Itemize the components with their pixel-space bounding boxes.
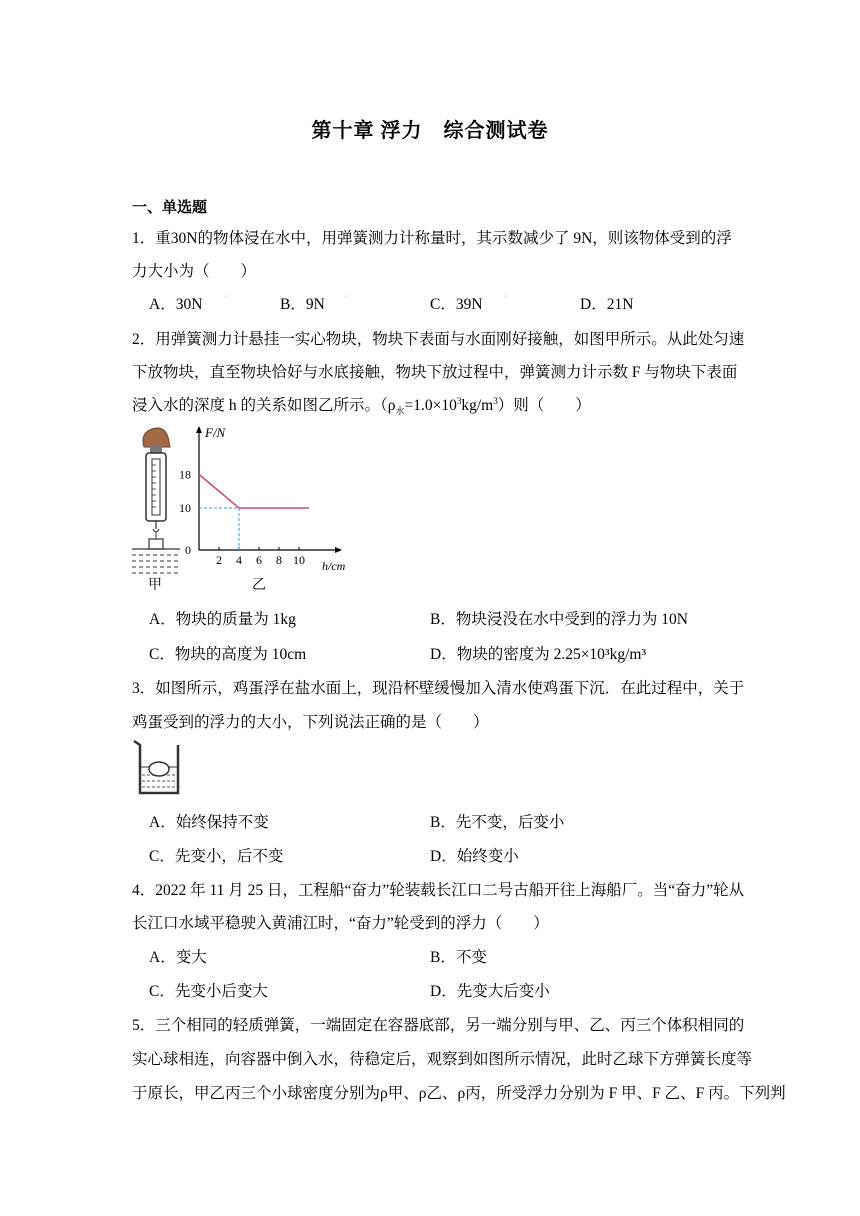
q2-option-a: A．物块的质量为 1kg	[149, 611, 296, 628]
force-depth-chart	[178, 422, 346, 582]
q4-stem-line2: 长江口水域平稳驶入黄浦江时，“奋力”轮受到的浮力（ ）	[132, 915, 549, 932]
q1-option-d: D．21N	[580, 296, 634, 313]
q3-option-b: B．先不变，后变小	[430, 814, 565, 831]
q3-option-d: D．始终变小	[430, 848, 519, 865]
q4-option-b: B．不变	[430, 949, 487, 966]
section-heading: 一、单选题	[132, 200, 208, 216]
q2-stem-line1: 2．用弹簧测力计悬挂一实心物块，物块下表面与水面刚好接触，如图甲所示。从此处匀速	[132, 331, 745, 348]
q4-option-d: D．先变大后变小	[430, 983, 550, 1000]
q2-option-c: C．物块的高度为 10cm	[149, 646, 307, 663]
chart-series-line	[199, 474, 309, 508]
q3-option-c: C．先变小，后不变	[149, 848, 284, 865]
chart-y-tick-label: 18	[179, 467, 191, 482]
option-separator-mark: '	[226, 294, 228, 303]
q2-stem-line2: 下放物块，直至物块恰好与水底接触，物块下放过程中，弹簧测力计示数 F 与物块下表面	[132, 364, 738, 381]
q4-stem-line1: 4．2022 年 11 月 25 日，工程船“奋力”轮装载长江口二号古船开往上海船厂。当“奋力”轮从	[132, 882, 745, 899]
figure-label-yi: 乙	[252, 576, 266, 592]
q2-stem-line3: 浸入水的深度 h 的关系如图乙所示。$(\rho_水=1.0\times 10^3kg/m^3)$则（ ）	[132, 395, 591, 417]
chart-y-tick-label: 0	[185, 543, 191, 557]
q1-stem-line2: 力大小为（ ）	[132, 263, 257, 280]
q5-stem-line3: 于原长，甲乙丙三个小球密度分别为ρ甲、ρ乙、ρ丙，所受浮力分别为 F 甲、F 乙、F 丙。下列判	[132, 1085, 786, 1102]
chart-x-tick-label: 4	[236, 553, 242, 567]
figure-label-jia: 甲	[148, 576, 162, 592]
block-icon	[149, 539, 163, 549]
q1-option-a: A．30N	[149, 296, 203, 313]
egg-icon	[149, 762, 169, 776]
hook-icon	[150, 445, 162, 453]
hand-icon	[143, 428, 170, 447]
chart-y-label: F/N	[205, 425, 226, 440]
q2-option-d: D．物块的密度为 2.25×10³kg/m³	[430, 646, 647, 663]
chart-x-tick-label: 6	[256, 553, 262, 567]
q3-option-a: A．始终保持不变	[149, 814, 269, 831]
chart-x-tick-label: 10	[293, 553, 305, 567]
q5-stem-line1: 5．三个相同的轻质弹簧，一端固定在容器底部，另一端分别与甲、乙、丙三个体积相同的	[132, 1017, 745, 1034]
beaker-egg-figure	[130, 737, 186, 799]
q1-stem-line1: 1．重30N的物体浸在水中，用弹簧测力计称量时，其示数减少了 9N，则该物体受到的浮	[132, 230, 732, 247]
option-separator-mark: '	[505, 294, 507, 303]
page-title: 第十章 浮力 综合测试卷	[311, 120, 549, 142]
chart-x-tick-label: 2	[216, 553, 222, 567]
chart-x-tick-label: 8	[276, 553, 282, 567]
chart-y-tick-label: 10	[179, 501, 191, 515]
q3-stem-line1: 3．如图所示，鸡蛋浮在盐水面上，现沿杯壁缓慢加入清水使鸡蛋下沉．在此过程中，关于	[132, 680, 745, 697]
option-separator-mark: '	[346, 294, 348, 303]
q4-option-c: C．先变小后变大	[149, 983, 268, 1000]
q3-stem-line2: 鸡蛋受到的浮力的大小，下列说法正确的是（ ）	[132, 714, 489, 731]
q4-option-a: A．变大	[149, 949, 207, 966]
q5-stem-line2: 实心球相连，向容器中倒入水，待稳定后，观察到如图所示情况，此时乙球下方弹簧长度等	[132, 1051, 753, 1068]
q1-option-b: B．9N	[280, 296, 325, 313]
q2-option-b: B．物块浸没在水中受到的浮力为 10N	[430, 611, 688, 628]
chart-x-label: h/cm	[322, 559, 346, 573]
q1-option-c: C．39N	[430, 296, 483, 313]
